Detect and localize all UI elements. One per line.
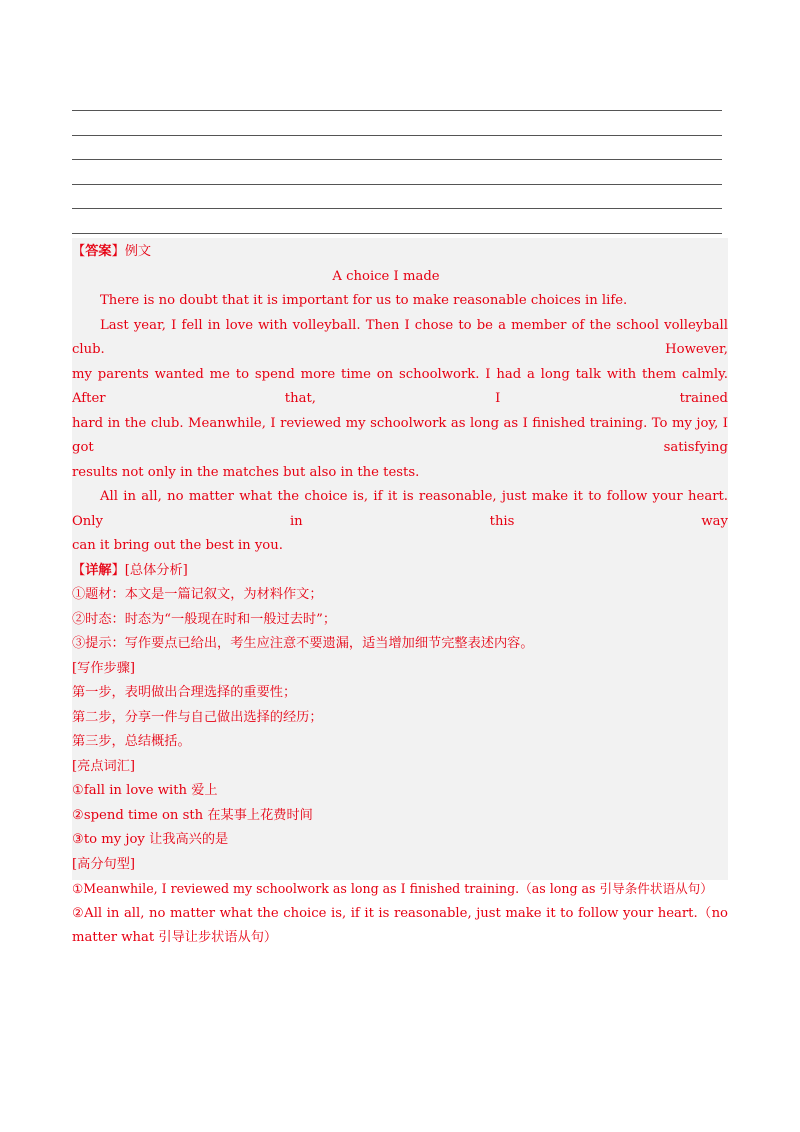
vocab-item: ③to my joy 让我高兴的是: [72, 832, 229, 847]
essay-line: can it bring out the best in you.: [72, 538, 283, 553]
sentence-item: ①Meanwhile, I reviewed my schoolwork as long as I finished training.（as long as 引导条件状语从句）: [72, 881, 713, 896]
writing-line: [72, 159, 722, 160]
answer-content: [72, 240, 728, 951]
sentences-heading: [高分句型]: [72, 856, 136, 872]
writing-line: [72, 208, 722, 209]
vocab-item: ②spend time on sth 在某事上花费时间: [72, 807, 313, 823]
essay-paragraph-1: There is no doubt that it is important for us to make reasonable choices in life.: [100, 293, 628, 308]
essay-line: my parents wanted me to spend more time on schoolwork. I had a long talk with them calmly. After that, I trained: [72, 366, 728, 406]
step-item: 第二步，分享一件与自己做出选择的经历；: [72, 709, 323, 725]
essay-line: All in all, no matter what the choice is, if it is reasonable, just make it to follow your heart. Only in this way: [72, 489, 728, 529]
writing-line: [72, 110, 722, 111]
essay-line: hard in the club. Meanwhile, I reviewed my schoolwork as long as I finished training. To my joy, I got satisfying: [72, 415, 728, 455]
answer-tag: 答案: [85, 244, 112, 259]
essay-title: A choice I made: [332, 268, 440, 284]
step-item: 第三步，总结概括。: [72, 734, 191, 749]
vocab-heading: [亮点词汇]: [72, 758, 136, 774]
analysis-item: ①题材：本文是一篇记叙文，为材料作文；: [72, 587, 323, 602]
detail-tag: 详解: [85, 562, 112, 578]
vocab-item: ①fall in love with 爱上: [72, 783, 218, 798]
sentence-item: ②All in all, no matter what the choice is, if it is reasonable, just make it to follow your heart.（no matter what 引导让步状语从句）: [72, 905, 728, 945]
writing-line: [72, 233, 722, 234]
essay-line: Last year, I fell in love with volleyball. Then I chose to be a member of the school volleyball club. However,: [72, 317, 728, 357]
answer-after-tag: 例文: [124, 244, 152, 259]
step-item: 第一步，表明做出合理选择的重要性；: [72, 685, 297, 700]
essay-paragraph-2: [72, 314, 728, 486]
analysis-item: ②时态：时态为“一般现在时和一般过去时”；: [72, 611, 337, 627]
answer-heading: 【答案】例文: [72, 244, 152, 259]
steps-heading: [写作步骤]: [72, 660, 136, 676]
essay-line: results not only in the matches but also in the tests.: [72, 464, 420, 480]
detail-after-tag: [总体分析]: [124, 562, 188, 578]
analysis-item: ③提示：写作要点已给出，考生应注意不要遗漏，适当增加细节完整表述内容。: [72, 636, 534, 651]
writing-line: [72, 135, 722, 136]
detail-heading: 【详解】[总体分析]: [72, 562, 188, 578]
writing-line: [72, 184, 722, 185]
writing-lines: [72, 110, 722, 257]
essay-paragraph-3: [72, 485, 728, 559]
